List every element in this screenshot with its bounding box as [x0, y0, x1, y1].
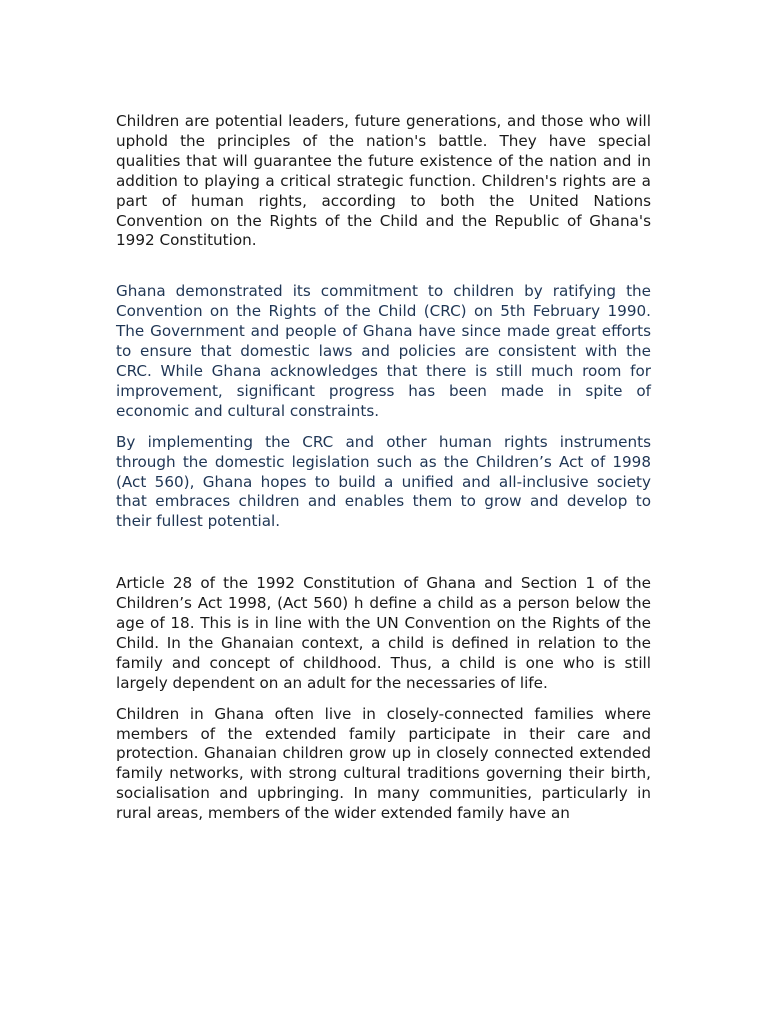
paragraph-ghana-crc-ratification: Ghana demonstrated its commitment to children by ratifying the Convention on the Rights of the Child (CRC) on 5th February 1990. The Government and people of Ghana have since made great efforts to ensure that domestic laws and policies are consistent with the CRC. While Ghana acknowledges that there is still much room for improvement, significant progress has been made in spite of economic and cultural constraints. [116, 282, 651, 420]
paragraph-children-rights-intro: Children are potential leaders, future generations, and those who will uphold the principles of the nation's battle. They have special qualities that will guarantee the future existence of the nation and in addition to playing a critical strategic function. Children's rights are a part of human rights, according to both the United Nations Convention on the Rights of the Child and the Republic of Ghana's 1992 Constitution. [116, 112, 651, 250]
paragraph-child-definition: Article 28 of the 1992 Constitution of Ghana and Section 1 of the Children’s Act 1998, (Act 560) h define a child as a person below the age of 18. This is in line with the UN Convention on the Rights of the Child. In the Ghanaian context, a child is defined in relation to the family and concept of childhood. Thus, a child is one who is still largely dependent on an adult for the necessaries of life. [116, 574, 651, 692]
document-page [116, 112, 651, 824]
paragraph-crc-implementation: By implementing the CRC and other human rights instruments through the domestic legislation such as the Children’s Act of 1998 (Act 560), Ghana hopes to build a unified and all-inclusive society that embraces children and enables them to grow and develop to their fullest potential. [116, 432, 651, 531]
paragraph-extended-family: Children in Ghana often live in closely-connected families where members of the extended family participate in their care and protection. Ghanaian children grow up in closely connected extended family networks, with strong cultural traditions governing their birth, socialisation and upbringing. In many communities, particularly in rural areas, members of the wider extended family have an [116, 704, 651, 823]
